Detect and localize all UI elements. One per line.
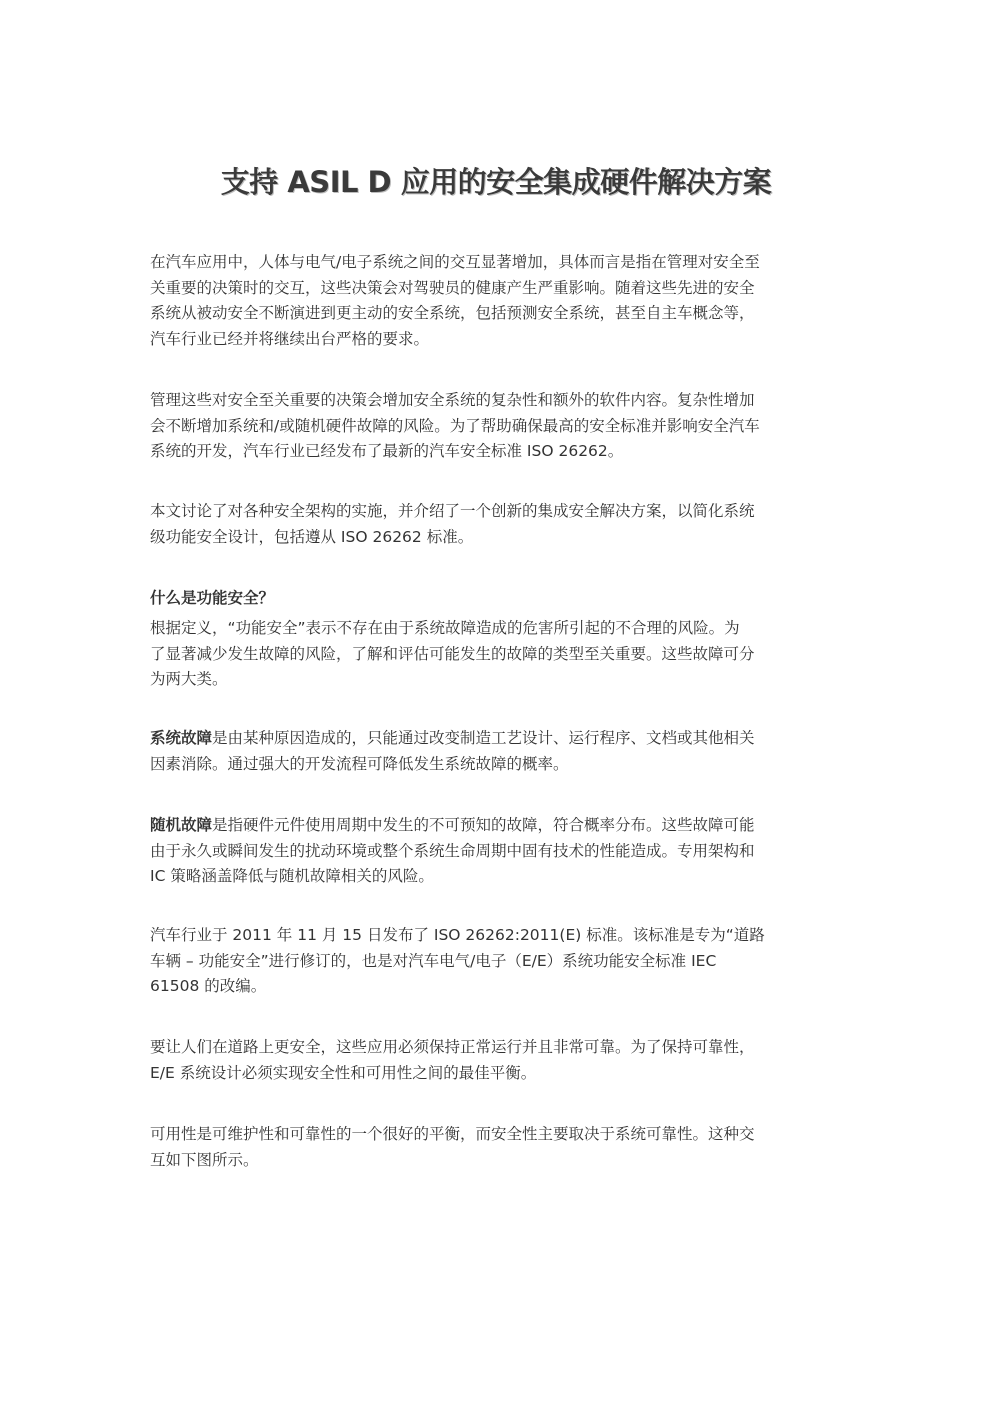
paragraph-line: 因素消除。通过强大的开发流程可降低发生系统故障的概率。 <box>150 754 569 773</box>
paragraph-line: E/E 系统设计必须实现安全性和可用性之间的最佳平衡。 <box>150 1063 537 1082</box>
paragraph-availability <box>150 1122 842 1173</box>
paragraph-standard <box>150 923 842 1000</box>
paragraph-line <box>150 726 842 752</box>
paragraph-line: 管理这些对安全至关重要的决策会增加安全系统的复杂性和额外的软件内容。复杂性增加 <box>150 391 755 409</box>
paragraph-line: 了显著减少发生故障的风险，了解和评估可能发生的故障的类型至关重要。这些故障可分 <box>150 644 755 663</box>
paragraph-line: 要让人们在道路上更安全，这些应用必须保持正常运行并且非常可靠。为了保持可靠性， <box>150 1038 755 1056</box>
paragraph-line: 在汽车应用中，人体与电气/电子系统之间的交互显著增加，具体而言是指在管理对安全至 <box>150 253 760 271</box>
paragraph-complexity <box>150 388 842 465</box>
paragraph-text: 是指硬件元件使用周期中发生的不可预知的故障，符合概率分布。这些故障可能 <box>212 816 755 834</box>
paragraph-line: 由于永久或瞬间发生的扰动环境或整个系统生命周期中固有技术的性能造成。专用架构和 <box>150 841 755 860</box>
paragraph-line: 会不断增加系统和/或随机硬件故障的风险。为了帮助确保最高的安全标准并影响安全汽车 <box>150 416 760 435</box>
paragraph-systematic-faults <box>150 726 842 777</box>
paragraph-line: IC 策略涵盖降低与随机故障相关的风险。 <box>150 867 434 886</box>
paragraph-line: 为两大类。 <box>150 670 228 689</box>
section-heading: 什么是功能安全？ <box>150 589 275 607</box>
document-title: 支持 ASIL D 应用的安全集成硬件解决方案 <box>220 165 772 199</box>
paragraph-line: 关重要的决策时的交互，这些决策会对驾驶员的健康产生严重影响。随着这些先进的安全 <box>150 278 755 297</box>
paragraph-line: 汽车行业已经并将继续出台严格的要求。 <box>150 329 430 348</box>
paragraph-text: 是由某种原因造成的，只能通过改变制造工艺设计、运行程序、文档或其他相关 <box>212 729 755 747</box>
paragraph-random-faults <box>150 813 842 890</box>
paragraph-line: 级功能安全设计，包括遵从 ISO 26262 标准。 <box>150 527 474 546</box>
paragraph-line: 61508 的改编。 <box>150 977 267 996</box>
paragraph-line: 互如下图所示。 <box>150 1150 259 1169</box>
paragraph-line: 车辆 – 功能安全”进行修订的，也是对汽车电气/电子（E/E）系统功能安全标准 IEC <box>150 951 717 970</box>
term-systematic-fault: 系统故障 <box>150 729 213 747</box>
term-random-fault: 随机故障 <box>150 816 213 834</box>
paragraph-definition <box>150 616 842 693</box>
paragraph-intro <box>150 250 842 352</box>
paragraph-line: 根据定义，“功能安全”表示不存在由于系统故障造成的危害所引起的不合理的风险。为 <box>150 619 740 637</box>
paragraph-line <box>150 813 842 839</box>
paragraph-line: 汽车行业于 2011 年 11 月 15 日发布了 ISO 26262:2011(E) 标准。该标准是专为“道路 <box>150 926 765 944</box>
paragraph-reliability <box>150 1035 842 1086</box>
paragraph-line: 系统的开发，汽车行业已经发布了最新的汽车安全标准 ISO 26262。 <box>150 442 624 461</box>
paragraph-line: 可用性是可维护性和可靠性的一个很好的平衡，而安全性主要取决于系统可靠性。这种交 <box>150 1125 755 1143</box>
paragraph-line: 系统从被动安全不断演进到更主动的安全系统，包括预测安全系统，甚至自主车概念等， <box>150 304 755 323</box>
paragraph-line: 本文讨论了对各种安全架构的实施，并介绍了一个创新的集成安全解决方案，以简化系统 <box>150 502 755 520</box>
paragraph-scope <box>150 499 842 550</box>
